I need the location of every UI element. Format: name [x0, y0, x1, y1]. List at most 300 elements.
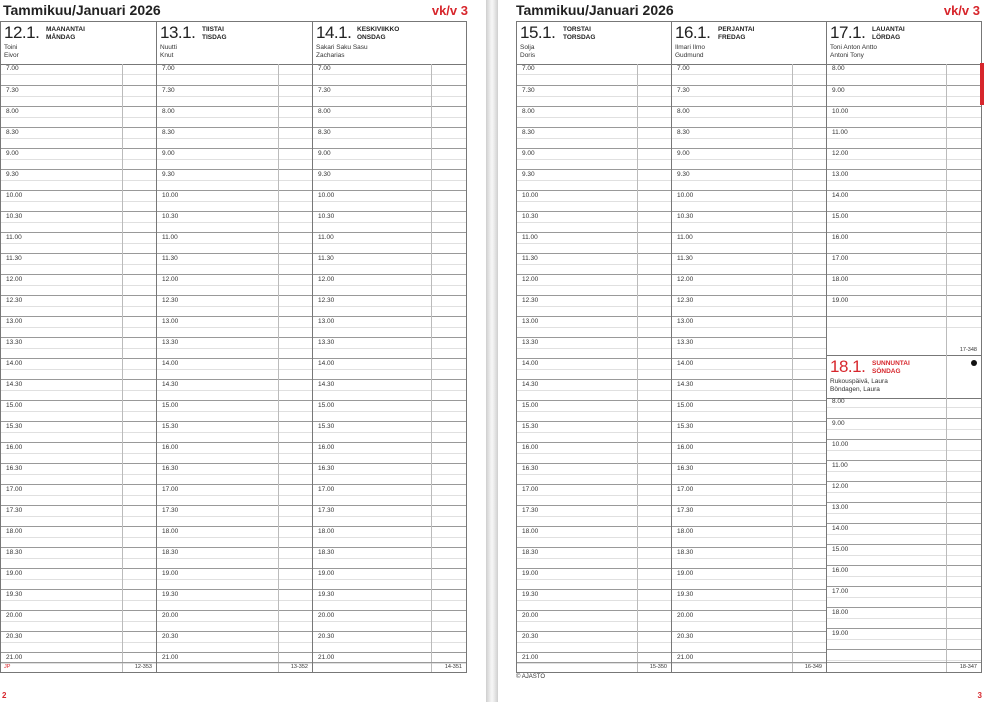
- time-slot[interactable]: [827, 523, 981, 544]
- time-slot[interactable]: [157, 505, 312, 526]
- time-slot[interactable]: [313, 211, 466, 232]
- time-slot[interactable]: [517, 106, 671, 127]
- time-label: 12.00: [318, 276, 335, 283]
- time-slot[interactable]: [1, 64, 156, 85]
- time-slot[interactable]: [672, 589, 826, 610]
- time-slot[interactable]: [672, 337, 826, 358]
- time-slot[interactable]: [1, 274, 156, 295]
- time-label: 18.00: [6, 528, 23, 535]
- time-slot[interactable]: [827, 190, 981, 211]
- time-label: 8.30: [162, 129, 175, 136]
- time-slot[interactable]: [157, 316, 312, 337]
- time-slot[interactable]: [313, 631, 466, 652]
- time-label: 16.00: [832, 234, 849, 241]
- holiday-dot: [971, 360, 977, 366]
- time-label: 8.30: [318, 129, 331, 136]
- time-label: 7.00: [677, 65, 690, 72]
- time-slot[interactable]: [1, 463, 156, 484]
- time-label: 18.00: [522, 528, 539, 535]
- time-slot[interactable]: [672, 169, 826, 190]
- name-day-fi: Rukouspäivä, Laura: [830, 378, 888, 385]
- time-slot[interactable]: [313, 568, 466, 589]
- weekday-sv: TORSDAG: [563, 34, 596, 41]
- time-slot[interactable]: [517, 211, 671, 232]
- time-slot[interactable]: [157, 85, 312, 106]
- weekday-fi: TIISTAI: [202, 26, 224, 33]
- time-slot[interactable]: [672, 274, 826, 295]
- time-label: 12.30: [318, 297, 335, 304]
- time-slot[interactable]: [157, 442, 312, 463]
- column-divider: [431, 64, 432, 672]
- time-slot[interactable]: [157, 568, 312, 589]
- time-slot[interactable]: [313, 400, 466, 421]
- time-label: 15.00: [318, 402, 335, 409]
- time-label: 9.30: [677, 171, 690, 178]
- time-label: 15.00: [832, 546, 849, 553]
- day-code: 17-348: [959, 347, 977, 353]
- time-slot[interactable]: [672, 211, 826, 232]
- time-slot[interactable]: [827, 64, 981, 85]
- time-slot[interactable]: [1, 190, 156, 211]
- time-slot[interactable]: [672, 148, 826, 169]
- time-slot[interactable]: [672, 631, 826, 652]
- time-slot[interactable]: [672, 484, 826, 505]
- time-slot[interactable]: [1, 505, 156, 526]
- time-slot[interactable]: [1, 568, 156, 589]
- time-slot[interactable]: [157, 547, 312, 568]
- time-label: 11.30: [162, 255, 178, 262]
- time-label: 11.30: [6, 255, 22, 262]
- time-slot[interactable]: [1, 631, 156, 652]
- time-slot[interactable]: [313, 505, 466, 526]
- time-label: 13.30: [677, 339, 694, 346]
- time-slot[interactable]: [517, 589, 671, 610]
- time-label: 9.00: [832, 87, 845, 94]
- time-label: 17.30: [677, 507, 694, 514]
- weekday-fi: KESKIVIIKKO: [357, 26, 400, 33]
- time-slot[interactable]: [517, 274, 671, 295]
- name-days: [160, 44, 177, 60]
- month-title: Tammikuu/Januari 2026: [3, 2, 161, 18]
- time-slot[interactable]: [313, 589, 466, 610]
- time-slot[interactable]: [313, 484, 466, 505]
- time-label: 7.30: [677, 87, 690, 94]
- time-label: 9.00: [162, 150, 175, 157]
- time-slot[interactable]: [313, 463, 466, 484]
- time-slot[interactable]: [313, 64, 466, 85]
- time-label: 13.00: [677, 318, 694, 325]
- time-slot[interactable]: [827, 85, 981, 106]
- time-slot[interactable]: [517, 148, 671, 169]
- time-label: 15.00: [6, 402, 23, 409]
- time-slot[interactable]: [157, 610, 312, 631]
- time-label: 13.00: [522, 318, 539, 325]
- day-number: 14.1.: [316, 23, 352, 42]
- time-label: 7.00: [6, 65, 19, 72]
- time-label: 20.00: [318, 612, 335, 619]
- time-slot[interactable]: [517, 127, 671, 148]
- time-slot[interactable]: [672, 232, 826, 253]
- time-label: 13.30: [522, 339, 539, 346]
- time-label: 12.30: [522, 297, 539, 304]
- left-day-grid: [0, 21, 467, 673]
- time-slot[interactable]: [672, 127, 826, 148]
- time-slot[interactable]: [517, 526, 671, 547]
- time-label: 17.00: [677, 486, 694, 493]
- time-slot[interactable]: [1, 211, 156, 232]
- name-day-sv: Gudmund: [675, 52, 704, 59]
- time-slot[interactable]: [1, 127, 156, 148]
- time-slot[interactable]: [672, 421, 826, 442]
- time-slot[interactable]: [313, 358, 466, 379]
- name-days: [4, 44, 19, 60]
- time-slot[interactable]: [157, 421, 312, 442]
- time-label: 21.00: [318, 654, 335, 661]
- day-header: [827, 22, 981, 65]
- page-corner-number: 3: [977, 691, 982, 700]
- time-slot[interactable]: [517, 337, 671, 358]
- time-slot[interactable]: [517, 190, 671, 211]
- time-label: 9.30: [522, 171, 535, 178]
- time-slot[interactable]: [313, 547, 466, 568]
- time-slot[interactable]: [827, 232, 981, 253]
- time-slot[interactable]: [157, 64, 312, 85]
- time-label: 17.00: [832, 588, 849, 595]
- time-label: 15.30: [318, 423, 335, 430]
- time-slot[interactable]: [827, 502, 981, 523]
- day-code: 12-353: [134, 664, 152, 670]
- time-slot[interactable]: [1, 610, 156, 631]
- day-code: 13-352: [290, 664, 308, 670]
- weekday-fi: TORSTAI: [563, 26, 591, 33]
- day-header: [517, 22, 671, 65]
- time-slot[interactable]: [313, 190, 466, 211]
- time-slot[interactable]: [157, 106, 312, 127]
- time-slot[interactable]: [157, 190, 312, 211]
- time-slot[interactable]: [672, 64, 826, 85]
- time-slot[interactable]: [672, 190, 826, 211]
- name-days: [520, 44, 535, 60]
- time-slot[interactable]: [672, 358, 826, 379]
- time-slot[interactable]: [827, 274, 981, 295]
- time-label: 10.30: [6, 213, 23, 220]
- time-label: 19.00: [832, 297, 849, 304]
- time-slot[interactable]: [827, 628, 981, 649]
- time-slot[interactable]: [1, 421, 156, 442]
- name-day-fi: Toini: [4, 44, 18, 51]
- time-slot[interactable]: [672, 568, 826, 589]
- time-slot[interactable]: [517, 85, 671, 106]
- time-slot[interactable]: [827, 211, 981, 232]
- day-footer: [672, 662, 826, 672]
- book-gutter: [486, 0, 498, 702]
- time-slot[interactable]: [827, 316, 981, 337]
- time-label: 11.00: [162, 234, 178, 241]
- time-slot[interactable]: [1, 316, 156, 337]
- time-slot[interactable]: [672, 295, 826, 316]
- time-slot[interactable]: [157, 148, 312, 169]
- time-slot[interactable]: [157, 631, 312, 652]
- time-slot[interactable]: [313, 442, 466, 463]
- time-label: 18.00: [162, 528, 179, 535]
- time-slots: [1, 64, 156, 673]
- time-label: 7.00: [522, 65, 535, 72]
- day-column: [313, 22, 466, 672]
- time-slot[interactable]: [517, 610, 671, 631]
- time-label: 14.00: [677, 360, 694, 367]
- time-label: 15.30: [162, 423, 179, 430]
- time-label: 13.30: [6, 339, 23, 346]
- time-slot[interactable]: [157, 232, 312, 253]
- time-label: 16.30: [522, 465, 539, 472]
- time-slot[interactable]: [157, 400, 312, 421]
- time-slot[interactable]: [672, 316, 826, 337]
- time-slot[interactable]: [827, 106, 981, 127]
- time-label: 21.00: [162, 654, 179, 661]
- time-slot[interactable]: [157, 337, 312, 358]
- time-slot[interactable]: [313, 526, 466, 547]
- column-divider: [278, 64, 279, 672]
- time-slot[interactable]: [672, 106, 826, 127]
- time-slot[interactable]: [517, 295, 671, 316]
- time-label: 20.30: [677, 633, 694, 640]
- time-label: 17.00: [318, 486, 335, 493]
- time-slot[interactable]: [827, 253, 981, 274]
- time-slot[interactable]: [672, 526, 826, 547]
- time-slot[interactable]: [313, 316, 466, 337]
- time-slot[interactable]: [157, 127, 312, 148]
- time-slot[interactable]: [157, 274, 312, 295]
- time-slot[interactable]: [827, 295, 981, 316]
- time-slot[interactable]: [313, 85, 466, 106]
- time-slot[interactable]: [157, 358, 312, 379]
- time-slot[interactable]: [672, 442, 826, 463]
- time-label: 20.30: [318, 633, 335, 640]
- weekday-names: [718, 26, 754, 42]
- time-slot[interactable]: [1, 85, 156, 106]
- weekday-sv: MÅNDAG: [46, 34, 76, 41]
- weekday-fi: PERJANTAI: [718, 26, 755, 33]
- time-slot[interactable]: [157, 379, 312, 400]
- time-label: 13.00: [162, 318, 179, 325]
- time-label: 19.00: [318, 570, 335, 577]
- time-slot[interactable]: [313, 232, 466, 253]
- time-slot[interactable]: [827, 148, 981, 169]
- time-label: 15.30: [677, 423, 694, 430]
- time-label: 9.30: [6, 171, 19, 178]
- time-slot[interactable]: [1, 484, 156, 505]
- right-header: [498, 0, 984, 20]
- time-slot[interactable]: [827, 544, 981, 565]
- time-slot[interactable]: [827, 397, 981, 418]
- time-slot[interactable]: [672, 400, 826, 421]
- time-slot[interactable]: [1, 547, 156, 568]
- weekday-sv: TISDAG: [202, 34, 227, 41]
- time-label: 20.00: [677, 612, 694, 619]
- time-label: 8.00: [832, 65, 845, 72]
- time-label: 18.30: [522, 549, 539, 556]
- weekday-names: [872, 26, 905, 42]
- time-slot[interactable]: [1, 526, 156, 547]
- time-slot[interactable]: [313, 169, 466, 190]
- time-label: 18.00: [832, 276, 849, 283]
- weekday-sv: SÖNDAG: [872, 368, 901, 375]
- time-label: 20.30: [522, 633, 539, 640]
- time-slot[interactable]: [313, 274, 466, 295]
- left-page: [0, 0, 486, 702]
- time-label: 12.30: [6, 297, 23, 304]
- time-slot[interactable]: [517, 421, 671, 442]
- time-slot[interactable]: [157, 253, 312, 274]
- time-label: 17.30: [522, 507, 539, 514]
- time-slot[interactable]: [517, 442, 671, 463]
- time-slot[interactable]: [827, 169, 981, 190]
- time-slot[interactable]: [517, 568, 671, 589]
- time-slot[interactable]: [827, 607, 981, 628]
- time-slot[interactable]: [1, 253, 156, 274]
- time-label: 16.30: [162, 465, 179, 472]
- day-number: 18.1.: [830, 357, 866, 376]
- time-slot[interactable]: [517, 169, 671, 190]
- time-slot[interactable]: [313, 106, 466, 127]
- time-slot[interactable]: [827, 418, 981, 439]
- time-slot[interactable]: [672, 253, 826, 274]
- time-slot[interactable]: [1, 337, 156, 358]
- time-slot[interactable]: [827, 481, 981, 502]
- time-slot[interactable]: [313, 253, 466, 274]
- time-slot[interactable]: [517, 64, 671, 85]
- time-label: 16.00: [832, 567, 849, 574]
- time-label: 8.00: [522, 108, 535, 115]
- time-slots: [672, 64, 826, 673]
- time-label: 18.30: [318, 549, 335, 556]
- time-slot[interactable]: [827, 565, 981, 586]
- time-label: 9.30: [318, 171, 331, 178]
- time-slot[interactable]: [1, 358, 156, 379]
- time-label: 14.30: [162, 381, 179, 388]
- time-label: 8.30: [677, 129, 690, 136]
- weekday-sv: ONSDAG: [357, 34, 386, 41]
- time-label: 14.30: [522, 381, 539, 388]
- time-slot[interactable]: [1, 442, 156, 463]
- time-slot[interactable]: [827, 127, 981, 148]
- time-slot[interactable]: [1, 148, 156, 169]
- time-slot[interactable]: [517, 316, 671, 337]
- time-label: 8.30: [522, 129, 535, 136]
- time-slot[interactable]: [672, 610, 826, 631]
- time-slot[interactable]: [517, 484, 671, 505]
- time-label: 17.30: [6, 507, 23, 514]
- time-label: 17.30: [318, 507, 335, 514]
- time-label: 17.00: [832, 255, 849, 262]
- name-day-fi: Solja: [520, 44, 535, 51]
- left-header: [0, 0, 486, 20]
- time-label: 13.30: [162, 339, 179, 346]
- time-label: 17.00: [6, 486, 23, 493]
- time-label: 11.00: [6, 234, 22, 241]
- time-label: 17.00: [162, 486, 179, 493]
- time-slot[interactable]: [1, 400, 156, 421]
- time-label: 18.00: [832, 609, 849, 616]
- time-slot[interactable]: [157, 463, 312, 484]
- month-title: Tammikuu/Januari 2026: [516, 2, 674, 18]
- time-label: 16.00: [162, 444, 179, 451]
- time-slot[interactable]: [313, 421, 466, 442]
- time-slot[interactable]: [517, 358, 671, 379]
- time-label: 18.00: [318, 528, 335, 535]
- time-slot[interactable]: [672, 463, 826, 484]
- time-slot[interactable]: [517, 253, 671, 274]
- time-slot[interactable]: [157, 211, 312, 232]
- time-slot[interactable]: [517, 400, 671, 421]
- time-slot[interactable]: [517, 379, 671, 400]
- time-label: 14.00: [832, 525, 849, 532]
- time-slot[interactable]: [517, 463, 671, 484]
- time-slot[interactable]: [313, 337, 466, 358]
- time-slot[interactable]: [517, 631, 671, 652]
- time-slot[interactable]: [1, 295, 156, 316]
- time-slot[interactable]: [313, 610, 466, 631]
- day-footer: [827, 662, 981, 672]
- day-footer: [1, 662, 156, 672]
- time-slot[interactable]: [313, 148, 466, 169]
- time-label: 18.30: [6, 549, 23, 556]
- time-label: 14.00: [318, 360, 335, 367]
- time-slot[interactable]: [1, 106, 156, 127]
- day-column: [517, 22, 672, 672]
- time-slot[interactable]: [672, 85, 826, 106]
- time-label: 14.30: [6, 381, 23, 388]
- day-number: 15.1.: [520, 23, 556, 42]
- time-slot[interactable]: [157, 484, 312, 505]
- time-label: 7.00: [318, 65, 331, 72]
- time-slot[interactable]: [827, 460, 981, 481]
- time-slot[interactable]: [517, 547, 671, 568]
- time-slot[interactable]: [517, 232, 671, 253]
- time-slots: [827, 397, 981, 670]
- time-slot[interactable]: [827, 439, 981, 460]
- time-slot[interactable]: [1, 379, 156, 400]
- name-day-fi: Toni Anton Antto: [830, 44, 877, 51]
- weekday-names: [46, 26, 85, 42]
- time-slot[interactable]: [672, 547, 826, 568]
- time-slot[interactable]: [672, 379, 826, 400]
- time-label: 8.30: [6, 129, 19, 136]
- time-slot[interactable]: [672, 505, 826, 526]
- time-label: 8.00: [318, 108, 331, 115]
- time-label: 10.00: [162, 192, 179, 199]
- time-label: 11.30: [318, 255, 334, 262]
- time-slot[interactable]: [313, 295, 466, 316]
- name-day-sv: Eivor: [4, 52, 19, 59]
- time-label: 8.00: [677, 108, 690, 115]
- time-label: 17.00: [522, 486, 539, 493]
- time-slot[interactable]: [1, 169, 156, 190]
- time-slot[interactable]: [157, 295, 312, 316]
- time-slot[interactable]: [313, 127, 466, 148]
- time-slot[interactable]: [517, 505, 671, 526]
- time-slot[interactable]: [313, 379, 466, 400]
- time-slot[interactable]: [157, 526, 312, 547]
- time-slot[interactable]: [157, 589, 312, 610]
- time-slot[interactable]: [157, 169, 312, 190]
- time-label: 16.00: [6, 444, 23, 451]
- time-slot[interactable]: [1, 232, 156, 253]
- time-slot[interactable]: [1, 589, 156, 610]
- time-label: 15.00: [162, 402, 179, 409]
- time-slot[interactable]: [827, 586, 981, 607]
- time-label: 19.00: [162, 570, 179, 577]
